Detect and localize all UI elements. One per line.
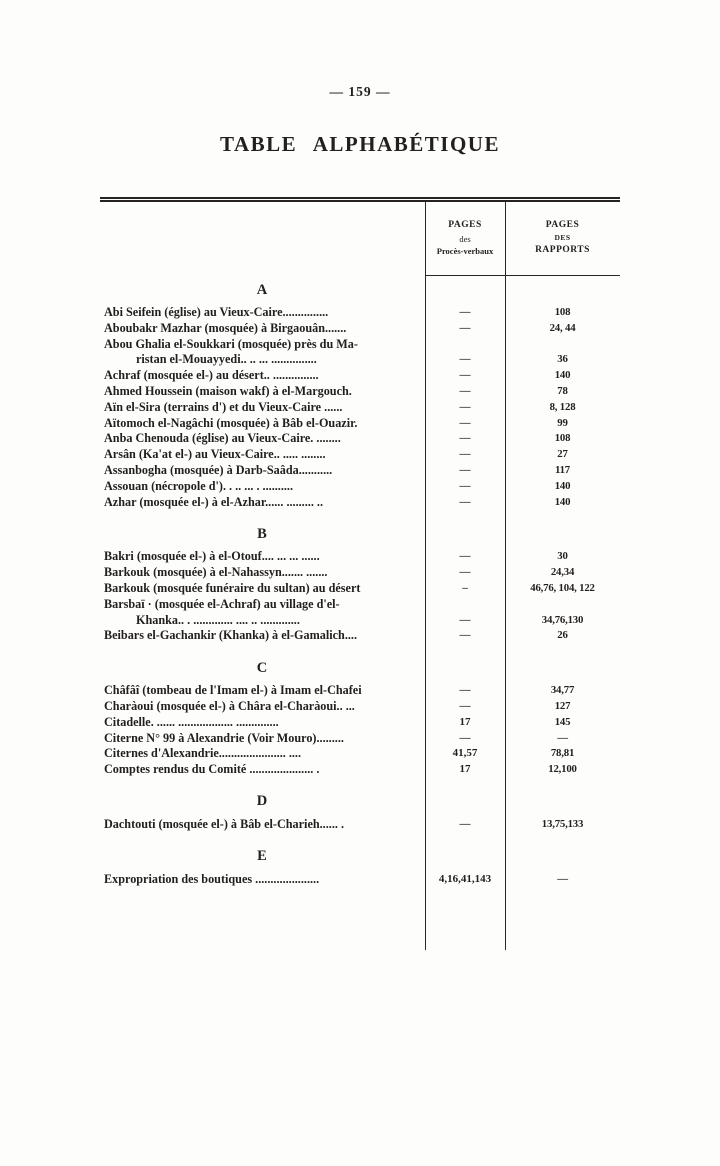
table-row	[100, 305, 620, 321]
entry-text	[100, 384, 425, 400]
rapports-page-value: 78,81	[550, 747, 575, 760]
entry-text	[100, 447, 425, 463]
section-heading	[100, 275, 620, 305]
pv-page-value: —	[459, 613, 471, 626]
entry-line: Comptes rendus du Comité ..................... .	[104, 762, 320, 777]
pv-page-value: —	[459, 629, 471, 642]
pv-page-value: —	[459, 817, 471, 830]
pv-page-value: —	[459, 684, 471, 697]
table-row	[100, 581, 620, 597]
pv-page-value: —	[459, 731, 471, 744]
pv-page-value: —	[459, 448, 471, 461]
entry-line: Khanka.. . ............. .... .. .............	[136, 612, 300, 627]
section-letter: B	[257, 525, 268, 542]
entry-line: Charàoui (mosquée el-) à Châra el-Charàoui.. ...	[104, 698, 355, 713]
table-row	[100, 872, 620, 888]
table-row	[100, 368, 620, 384]
entry-line: Azhar (mosquée el-) à el-Azhar...... ......... ..	[104, 494, 324, 509]
rapports-page-value: 27	[557, 448, 568, 461]
pv-page-value: 17	[459, 763, 471, 776]
entry-text	[100, 400, 425, 416]
page-number: — 159 —	[329, 84, 391, 99]
entry-text	[100, 479, 425, 495]
entry-line: Anba Chenouda (église) au Vieux-Caire. ........	[104, 431, 341, 446]
rapports-page-value: —	[557, 872, 568, 885]
pv-page-value: —	[459, 550, 471, 563]
entry-line: Assanbogha (mosquée) à Darb-Saâda...........	[104, 462, 333, 477]
table-row	[100, 447, 620, 463]
rapports-page-value: 46,76, 104, 122	[530, 581, 595, 594]
pv-page-value: —	[459, 479, 471, 492]
entry-line: Expropriation des boutiques .....................	[104, 871, 320, 886]
pv-page-value: 4,16,41,143	[438, 872, 492, 885]
entry-line: Citadelle. ...... .................. ..............	[104, 714, 279, 729]
table-row	[100, 337, 620, 369]
entry-line: Ahmed Houssein (maison wakf) à el-Margouch.	[104, 383, 352, 398]
table-row	[100, 431, 620, 447]
entry-text	[100, 463, 425, 479]
rapports-page-value: 34,76,130	[541, 613, 584, 626]
entry-text	[100, 549, 425, 565]
pv-page-value: —	[459, 566, 471, 579]
entry-text	[100, 495, 425, 511]
section-heading	[100, 787, 620, 817]
entry-line: Dachtouti (mosquée el-) à Bâb el-Charieh...... .	[104, 816, 345, 831]
table-row	[100, 384, 620, 400]
entry-text	[100, 337, 425, 369]
rapports-page-value: 108	[554, 306, 571, 318]
rapports-page-value: 117	[555, 463, 570, 476]
rapports-page-value: 127	[554, 699, 571, 712]
entry-line: Barsbaï · (mosquée el-Achraf) au village d'el-	[104, 596, 340, 611]
header-line: Procès-verbaux	[436, 246, 494, 257]
entry-text	[100, 731, 425, 747]
table-row	[100, 549, 620, 565]
pv-page-value: —	[459, 321, 471, 334]
entry-line: Barkouk (mosquée) à el-Nahassyn....... .......	[104, 565, 328, 580]
entry-text	[100, 565, 425, 581]
table-row	[100, 746, 620, 762]
entry-line: Aïtomoch el-Nagâchi (mosquée) à Bâb el-Ouazir.	[104, 415, 358, 430]
pv-page-value: —	[459, 400, 471, 413]
entry-line: Arsân (Ka'at el-) au Vieux-Caire.. ..... ........	[104, 447, 326, 462]
pv-page-value: –	[462, 581, 468, 594]
entry-text	[100, 581, 425, 597]
table-row	[100, 683, 620, 699]
entry-line: ristan el-Mouayyedi.. .. ... ...............	[136, 352, 317, 367]
pv-page-value: —	[459, 353, 471, 366]
header-line: des	[459, 234, 471, 245]
column-header-rapports	[505, 202, 620, 275]
header-line: DES	[554, 233, 571, 243]
entry-text	[100, 628, 425, 644]
table-row	[100, 463, 620, 479]
table-body	[100, 275, 620, 888]
table-row	[100, 762, 620, 778]
table-row	[100, 495, 620, 511]
column-header-proces-verbaux	[425, 202, 505, 275]
rapports-page-value: 34,77	[550, 684, 575, 697]
entry-text	[100, 872, 425, 888]
rapports-page-value: 24,34	[550, 566, 575, 579]
pv-page-value: —	[459, 384, 471, 397]
table-row	[100, 479, 620, 495]
entry-line: Abi Seifein (église) au Vieux-Caire...............	[104, 305, 329, 319]
entry-line: Aboubakr Mazhar (mosquée) à Birgaouân.......	[104, 320, 347, 335]
entry-line: Achraf (mosquée el-) au désert.. ...............	[104, 368, 319, 383]
pv-page-value: 41,57	[452, 747, 478, 760]
table-row	[100, 321, 620, 337]
entry-line: Citernes d'Alexandrie...................... ....	[104, 746, 302, 761]
section-letter: D	[256, 793, 269, 810]
rapports-page-value: 145	[554, 715, 571, 728]
entry-line: Assouan (nécropole d'). . .. ... . ..........	[104, 478, 294, 493]
rapports-page-value: 26	[557, 629, 568, 642]
section-letter: C	[256, 659, 269, 676]
entry-line: Châfâî (tombeau de l'Imam el-) à Imam el-Chafei	[104, 683, 362, 698]
rapports-page-value: 8, 128	[549, 400, 576, 413]
entry-text	[100, 431, 425, 447]
pv-page-value: —	[459, 699, 471, 712]
section-letter: A	[256, 281, 269, 298]
header-line: PAGES	[448, 220, 482, 231]
entry-text	[100, 368, 425, 384]
table-row	[100, 416, 620, 432]
table-row	[100, 699, 620, 715]
entry-line: Barkouk (mosquée funéraire du sultan) au désert	[104, 580, 361, 595]
pv-page-value: —	[459, 416, 471, 429]
section-heading	[100, 519, 620, 549]
entry-line: Aïn el-Sira (terrains d') et du Vieux-Caire ......	[104, 399, 343, 414]
pv-page-value: 17	[459, 715, 471, 728]
entry-text	[100, 321, 425, 337]
entry-text	[100, 416, 425, 432]
entry-text	[100, 817, 425, 833]
table-row	[100, 565, 620, 581]
pv-page-value: —	[459, 432, 471, 445]
rapports-page-value: 30	[557, 550, 568, 563]
table-row	[100, 731, 620, 747]
table-row	[100, 597, 620, 629]
entry-line: Abou Ghalia el-Soukkari (mosquée) près du Ma-	[104, 336, 358, 351]
header-line: PAGES	[545, 220, 580, 231]
pv-page-value: —	[459, 306, 471, 318]
entry-line: Citerne N° 99 à Alexandrie (Voir Mouro).........	[104, 730, 344, 745]
rapports-page-value: 99	[557, 416, 568, 429]
entry-text	[100, 597, 425, 629]
table-row	[100, 817, 620, 833]
table-row	[100, 628, 620, 644]
section-letter: E	[257, 848, 268, 865]
pv-page-value: —	[459, 369, 471, 382]
rapports-page-value: 12,100	[548, 763, 577, 776]
entry-text	[100, 762, 425, 778]
entry-text	[100, 715, 425, 731]
entry-line: Beibars el-Gachankir (Khanka) à el-Gamalich....	[104, 628, 358, 643]
table-row	[100, 400, 620, 416]
rapports-page-value: 140	[554, 369, 571, 382]
rapports-page-value: 140	[554, 495, 571, 508]
index-table	[100, 197, 620, 950]
rapports-page-value: 13,75,133	[541, 817, 584, 830]
entry-text	[100, 305, 425, 321]
rapports-page-value: 24, 44	[549, 321, 576, 334]
section-heading	[100, 842, 620, 872]
rapports-page-value: 140	[554, 479, 571, 492]
rapports-page-value: 108	[554, 432, 571, 445]
entry-line: Bakri (mosquée el-) à el-Otouf.... ... ... ......	[104, 549, 320, 564]
entry-text	[100, 746, 425, 762]
header-line: RAPPORTS	[535, 244, 590, 255]
rapports-page-value: 36	[557, 353, 568, 366]
pv-page-value: —	[459, 463, 471, 476]
page-title: TABLE ALPHABÉTIQUE	[220, 132, 500, 156]
section-heading	[100, 653, 620, 683]
table-row	[100, 715, 620, 731]
pv-page-value: —	[459, 495, 471, 508]
entry-text	[100, 683, 425, 699]
rapports-page-value: 78	[557, 384, 568, 397]
rapports-page-value: —	[557, 731, 568, 744]
entry-text	[100, 699, 425, 715]
